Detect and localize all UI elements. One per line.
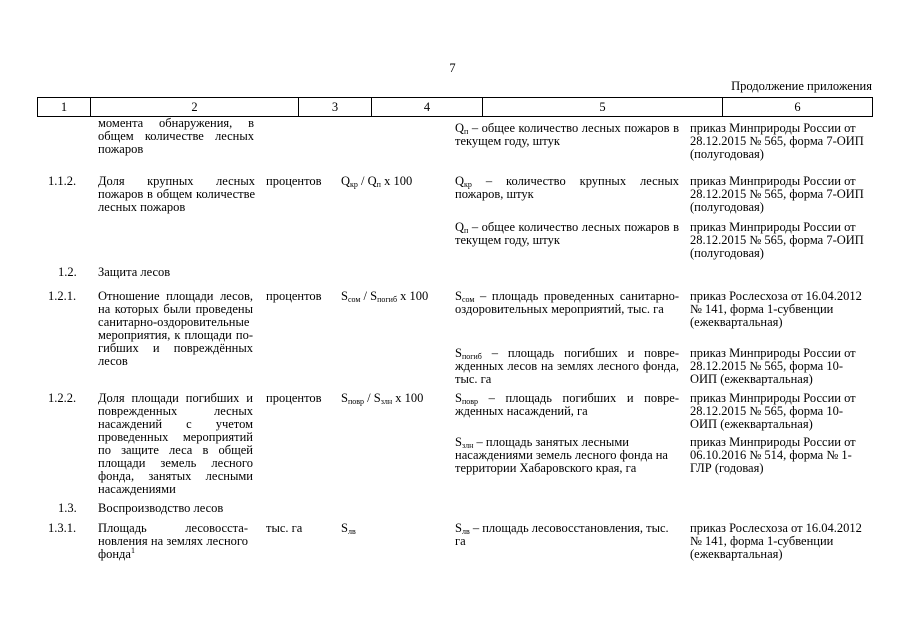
table-header [37, 97, 873, 117]
row-1-3-1-formula: $S_{лв}$ [341, 521, 356, 536]
row-1-2-1-number: 1.2.1. [48, 289, 77, 303]
row-1-2-2-name: Доля площади погибших и поврежденных лесных насаждений с учетом проведенных мероприятий по защите леса в общей площади земель лесного фонда, занятых лесными насаждениями [98, 391, 253, 496]
page-number: 7 [449, 61, 456, 75]
row-1-1-2-source-a: приказ Минприроды России от 28.12.2015 № 565, форма 7-ОИП (полугодовая) [690, 174, 864, 214]
header-col-5: 5 [599, 100, 606, 114]
row-1-2-2-number: 1.2.2. [48, 391, 77, 405]
header-col-2: 2 [191, 100, 198, 114]
row-1-3-name: Воспроизводство лесов [98, 501, 224, 515]
row-1-3-1-source-a: приказ Рослесхоза от 16.04.2012 № 141, форма 1-субвенции (ежеквартальная) [690, 521, 862, 561]
row-cont-desc: $Q_п$ – общее количество лесных пожаров в текущем году, штук [455, 121, 679, 148]
row-1-1-2-desc-b: $Q_п$ – общее количество лесных пожаров в текущем году, штук [455, 220, 679, 247]
row-1-3-1-number: 1.3.1. [48, 521, 77, 535]
row-1-2-1-unit: процентов [266, 289, 322, 303]
row-1-2-1-desc-b: $S_{погиб}$ – площадь погибших и поврежденных лесов на землях лесного фонда, тыс. га [455, 346, 679, 386]
header-col-1: 1 [60, 100, 68, 114]
row-1-3-1-desc-a: $S_{лв}$ – площадь лесовосстановления, тыс. га [455, 521, 669, 548]
row-1-3-1-name: Площадь лесовосстановления на землях лесного фонда$^1$ [98, 521, 248, 561]
row-1-2-1-source-a: приказ Рослесхоза от 16.04.2012 № 141, форма 1-субвенции (ежеквартальная) [690, 289, 862, 329]
header-col-4: 4 [423, 100, 431, 114]
row-1-2-2-source-b: приказ Минприроды России от 06.10.2016 № 514, форма № 1-ГЛР (годовая) [690, 435, 856, 475]
row-1-2-2-desc-a: $S_{повр}$ – площадь погибших и поврежденных насаждений, га [455, 391, 679, 418]
row-cont-source: приказ Минприроды России от 28.12.2015 № 565, форма 7-ОИП (полугодовая) [690, 121, 864, 161]
row-1-2-1-source-b: приказ Минприроды России от 28.12.2015 № 565, форма 10-ОИП (ежеквартальная) [690, 346, 856, 386]
row-1-2-1-name: Отношение площади лесов, на которых были проведены санитарно-оздоровительные мероприятия, к площади погибших и повреждённых лесов [98, 289, 253, 368]
row-1-2-1-formula: $S_{сом} / S_{погиб}$ х 100 [341, 289, 429, 304]
continued-label: Продолжение приложения [731, 79, 872, 93]
row-1-1-2-number: 1.1.2. [48, 174, 77, 188]
row-1-2-2-formula: $S_{повр} / S_{злн}$ х 100 [341, 391, 424, 406]
row-1-2-2-source-a: приказ Минприроды России от 28.12.2015 № 565, форма 10-ОИП (ежеквартальная) [690, 391, 856, 431]
row-cont-name: момента обнаружения, в общем количестве лесных пожаров [98, 116, 254, 156]
row-1-1-2-source-b: приказ Минприроды России от 28.12.2015 № 565, форма 7-ОИП (полугодовая) [690, 220, 864, 260]
header-col-6: 6 [794, 100, 801, 114]
header-col-3: 3 [331, 100, 339, 114]
row-1-3-number: 1.3. [58, 501, 77, 515]
row-1-3-1-unit: тыс. га [266, 521, 303, 535]
row-1-2-2-unit: процентов [266, 391, 322, 405]
row-1-2-1-desc-a: $S_{сом}$ – площадь проведенных санитарно-оздоровительных мероприятий, тыс. га [455, 289, 679, 316]
footnote-mark: 1 [130, 546, 135, 555]
row-1-2-number: 1.2. [58, 265, 77, 279]
row-1-2-name: Защита лесов [98, 265, 171, 279]
row-1-2-2-desc-b: $S_{злн}$ – площадь занятых лесными насаждениями земель лесного фонда на территории Хабаровского края, га [455, 435, 668, 475]
row-1-1-2-name: Доля крупных лесных пожаров в общем количестве лесных пожаров [98, 174, 255, 214]
row-1-1-2-formula: $Q_{кр} / Q_п$ х 100 [341, 174, 413, 189]
row-1-1-2-desc-a: $Q_{кр}$ – количество крупных лесных пожаров, штук [455, 174, 679, 201]
row-1-1-2-unit: процентов [266, 174, 322, 188]
